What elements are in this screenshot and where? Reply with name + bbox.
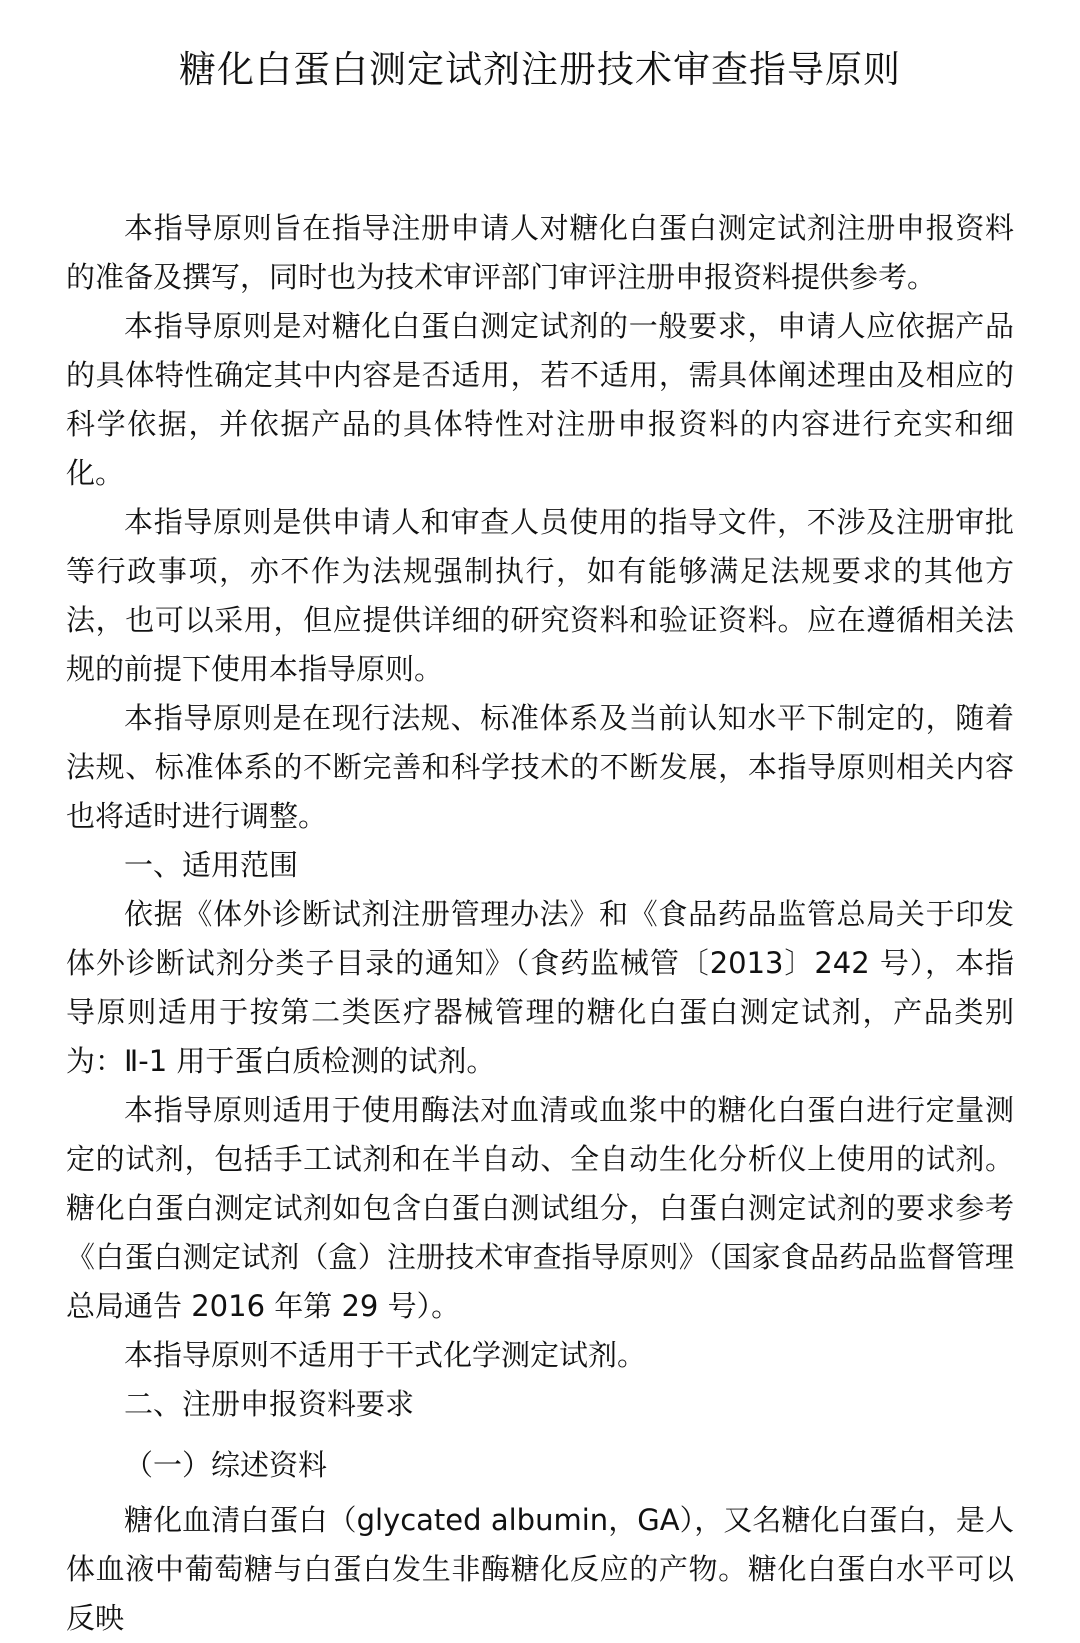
document-title: 糖化白蛋白测定试剂注册技术审查指导原则	[179, 48, 901, 91]
section-heading-scope: 一、适用范围	[124, 848, 299, 882]
paragraph-usage-guidance: 本指导原则是供申请人和审查人员使用的指导文件，不涉及注册审批等行政事项，亦不作为法规强制执行，如有能够满足法规要求的其他方法，也可以采用，但应提供详细的研究资料和验证资料。应在遵循相关法规的前提下使用本指导原则。	[66, 505, 1014, 686]
paragraph-regulatory-context: 本指导原则是在现行法规、标准体系及当前认知水平下制定的，随着法规、标准体系的不断完善和科学技术的不断发展，本指导原则相关内容也将适时进行调整。	[66, 701, 1014, 833]
paragraph-scope-basis: 依据《体外诊断试剂注册管理办法》和《食品药品监管总局关于印发体外诊断试剂分类子目录的通知》（食药监械管〔2013〕242 号），本指导原则适用于按第二类医疗器械管理的糖化白蛋白测定试剂，产品类别为：Ⅱ-1 用于蛋白质检测的试剂。	[66, 897, 1014, 1078]
paragraph-general-requirements: 本指导原则是对糖化白蛋白测定试剂的一般要求，申请人应依据产品的具体特性确定其中内容是否适用，若不适用，需具体阐述理由及相应的科学依据，并依据产品的具体特性对注册申报资料的内容进行充实和细化。	[66, 309, 1014, 490]
subsection-heading-overview: （一）综述资料	[124, 1448, 328, 1482]
paragraph-scope-method: 本指导原则适用于使用酶法对血清或血浆中的糖化白蛋白进行定量测定的试剂，包括手工试剂和在半自动、全自动生化分析仪上使用的试剂。糖化白蛋白测定试剂如包含白蛋白测试组分，白蛋白测定试剂的要求参考《白蛋白测定试剂（盒）注册技术审查指导原则》（国家食品药品监督管理总局通告 2016 年第 29 号）。	[66, 1093, 1014, 1323]
paragraph-glycated-albumin: 糖化血清白蛋白（glycated albumin，GA），又名糖化白蛋白，是人体血液中葡萄糖与白蛋白发生非酶糖化反应的产物。糖化白蛋白水平可以反映	[66, 1503, 1014, 1635]
paragraph-scope-exclusion: 本指导原则不适用于干式化学测定试剂。	[124, 1338, 647, 1372]
document-body	[66, 204, 1014, 1643]
paragraph-purpose: 本指导原则旨在指导注册申请人对糖化白蛋白测定试剂注册申报资料的准备及撰写，同时也为技术审评部门审评注册申报资料提供参考。	[66, 211, 1014, 294]
section-heading-submission: 二、注册申报资料要求	[124, 1387, 415, 1421]
